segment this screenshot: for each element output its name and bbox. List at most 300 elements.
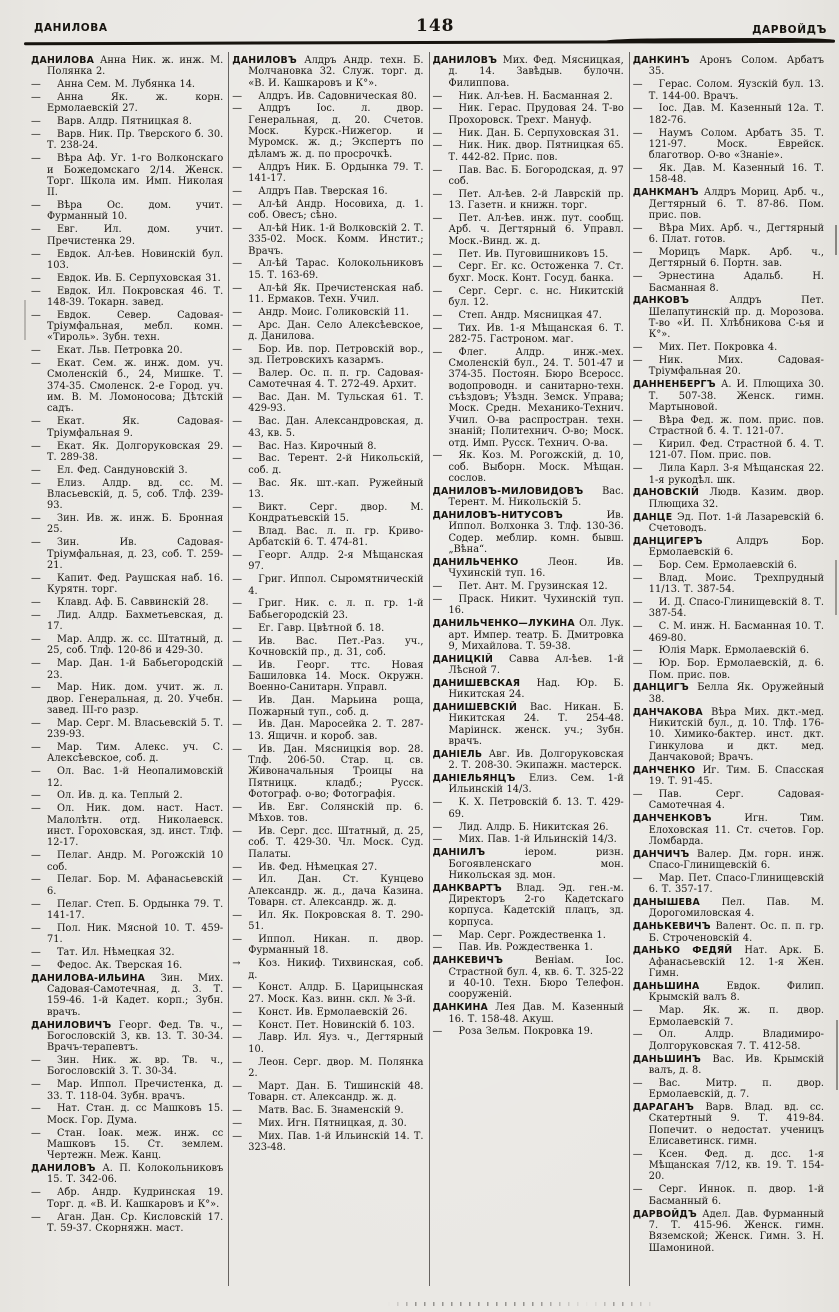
directory-entry: ДАНЧИЧЪ Валер. Дм. горн. инж. Спасо-Глинищевскій 6.: [632, 848, 824, 872]
ditto-dash: —: [232, 222, 243, 234]
directory-entry: — Конст. Пет. Новинскій б. 103.: [232, 1019, 415, 1031]
ditto-dash: —: [232, 574, 243, 586]
directory-entry: — Федос. Ак. Тверская 16.: [31, 959, 183, 971]
ditto-dash: —: [632, 79, 643, 91]
directory-entry: ДАНЧЕНКОВЪ Игн. Тим. Елоховская 11. Ст. счетов. Гор. Ломбарда.: [632, 813, 824, 847]
directory-entry: — Мар. Серг. М. Власьевскій 5. Т. 239-93.: [31, 717, 224, 741]
directory-entry: — Евдок. Ил. Покровская 46. Т. 148-39. Токарн. завед.: [31, 285, 224, 308]
ditto-dash: —: [31, 803, 41, 815]
ditto-dash: —: [632, 342, 643, 354]
directory-entry: — Мар. Як. ж. п. двор. Ермолаевскій 7.: [632, 1005, 824, 1028]
ditto-dash: —: [632, 788, 643, 800]
ditto-dash: —: [632, 439, 643, 450]
ditto-dash: —: [31, 682, 41, 694]
surname: ДАННЕНБЕРГЪ: [632, 379, 722, 391]
directory-entry: — Март. Дан. Б. Тишинскій 48. Товарн. ст. Александр. ж. д.: [232, 1080, 424, 1104]
ditto-dash: —: [31, 742, 41, 754]
ditto-dash: —: [632, 414, 643, 426]
directory-entry: — Мих. Пет. Покровка 4.: [632, 342, 778, 354]
directory-entry: ДАНЦИГЕРЪ Алдръ Бор. Ермолаевскій 6.: [632, 535, 824, 559]
directory-entry: — Ол. Алдр. Владимиро-Долгоруковская 7. Т. 412-58.: [632, 1029, 824, 1052]
surname: ДАНЬШИНЪ: [632, 1053, 713, 1065]
ditto-dash: —: [232, 367, 243, 379]
directory-entry: — Евдок. Ал-ѣев. Новинскій бул. 103.: [31, 248, 224, 271]
surname: ДАНЦИГЪ: [632, 682, 698, 694]
directory-entry: — Флег. Алдр. инж.-мех. Смоленскій бул., 24. Т. 501-47 и 374-35. Постоян. Бюро Всеросс. водопроводн. и санитарно-техн. съѣздовъ; Уѣздн. Земск. Управа; Моск. Средн. Механико-Технич. Учил. О-ва распростран. техн. знаній; Политехнич. О-во; Моск. отд. Имп. Русск. Технич. О-ва.: [432, 346, 624, 449]
directory-entry: — Кирил. Фед. Страстной б. 4. Т. 121-07. Пом. прис. пов.: [632, 439, 824, 462]
ditto-dash: —: [31, 850, 41, 862]
directory-entry: ДАНИШЕВСКІЙ Вас. Никан. Б. Никитская 24. Т. 254-48. Маріинск. женск. уч.; Зубн. врачъ.: [432, 702, 624, 748]
directory-entry: — Лавр. Ил. Яуз. ч., Дегтярный 10.: [232, 1032, 424, 1055]
scan-edge-mark: [835, 560, 837, 615]
page-number: 148: [416, 16, 455, 36]
ditto-dash: —: [232, 392, 243, 404]
directory-entry: — Ел. Фед. Сандуновскій 3.: [31, 464, 188, 476]
ditto-dash: —: [432, 821, 443, 833]
directory-entry: — Аган. Дан. Ср. Кисловскій 17. Т. 59-37. Скорняжн. маст.: [31, 1211, 224, 1234]
directory-entry: ДАНКОВЪ Алдръ Пет. Шелапутинскій пр. д. Морозова. Т-во «И. П. Хлѣбникова С-ья и К°».: [632, 295, 825, 341]
directory-entry: — Евдок. Ив. Б. Серпуховская 31.: [31, 272, 221, 284]
directory-entry: — Ник. Ник. двор. Пятницкая 65. Т. 442-82. Прис. пов.: [432, 140, 624, 163]
scan-edge-mark: [836, 1020, 838, 1090]
directory-entry: — Влад. Вас. л. п. гр. Криво-Арбатскій 6. Т. 474-81.: [232, 525, 424, 549]
directory-entry: ДАНЦЕ Эд. Пот. 1-й Лазаревскій 6. Счетоводъ.: [632, 511, 824, 534]
ditto-dash: —: [31, 537, 41, 549]
ditto-dash: —: [632, 1184, 643, 1196]
ditto-dash: —: [632, 658, 643, 670]
directory-entry: — Алдръ. Ив. Садовническая 80.: [232, 90, 417, 102]
scan-noise: [388, 1302, 658, 1306]
ditto-dash: —: [232, 453, 243, 465]
directory-entry: — Зин. Ник. ж. вр. Тв. ч., Богословскій 3. Т. 30-34.: [31, 1055, 224, 1078]
ditto-dash: —: [632, 222, 643, 234]
ditto-dash: —: [432, 127, 443, 139]
ditto-dash: —: [432, 1026, 443, 1038]
ditto-dash: —: [31, 477, 41, 489]
directory-entry: — Вас. Терент. 2-й Никольскій, соб. д.: [232, 453, 424, 476]
directory-entry: — Пелаг. Бор. М. Афанасьевскій 6.: [31, 874, 224, 897]
directory-entry: — Лид. Алдр. Бахметьевская, д. 17.: [31, 609, 224, 633]
handwritten-arrow-mark: →: [232, 958, 241, 970]
ditto-dash: —: [232, 719, 243, 731]
directory-entry: — Пет. Ал-ѣев. 2-й Лаврскій пр. 13. Газетн. и книжн. торг.: [432, 188, 624, 212]
surname: ДАНЬКО ФЕДЯЙ: [632, 945, 745, 957]
directory-entry: ДАНИЛОВЪ-МИЛОВИДОВЪ Вас. Терент. М. Никольскій 5.: [432, 485, 624, 509]
surname: ДАНИЛОВЪ: [31, 1163, 103, 1175]
directory-entry: — Алдръ Ник. Б. Ордынка 79. Т. 141-17.: [232, 161, 424, 184]
directory-entry: — Лила Карл. 3-я Мѣщанская 22. 1-я рукодѣл. шк.: [632, 463, 824, 486]
directory-entry: — Ол. Ив. д. ка. Теплый 2.: [31, 790, 183, 802]
ditto-dash: —: [232, 1056, 243, 1068]
ditto-dash: —: [432, 834, 443, 846]
directory-entry: — Вас. Як. шт.-кап. Ружейный 13.: [232, 477, 424, 500]
ditto-dash: —: [31, 898, 41, 910]
directory-entry: — Мих. Пав. 1-й Ильинскій 14. Т. 323-48.: [232, 1130, 424, 1153]
ditto-dash: —: [432, 309, 443, 321]
ditto-dash: —: [632, 872, 643, 884]
directory-entry: — Нат. Стан. д. сс Машковъ 15. Моск. Гор. Дума.: [31, 1103, 224, 1126]
directory-entry: — Пав. Серг. Садовая-Самотечная 4.: [632, 788, 824, 812]
ditto-dash: —: [31, 358, 41, 370]
surname: ДАРВОЙДЪ: [632, 1208, 703, 1220]
directory-entry: — Вас. Митр. п. двор. Ермолаевскій, д. 7.: [632, 1077, 824, 1101]
directory-entry: ДАНИЛЬЧЕНКО Леон. Ив. Чухинскій туп. 16.: [432, 556, 624, 580]
surname: ДАНИШЕВСКАЯ: [432, 677, 537, 689]
ditto-dash: —: [232, 477, 243, 489]
directory-entry: — Варв. Алдр. Пятницкая 8.: [31, 116, 192, 128]
ditto-dash: —: [31, 766, 41, 778]
directory-entry: ДАНКИНЪ Аронъ Солом. Арбатъ 35.: [632, 55, 824, 78]
directory-entry: — Мих. Игн. Пятницкая, д. 30.: [232, 1117, 407, 1129]
ditto-dash: —: [232, 659, 243, 671]
ditto-dash: —: [432, 212, 443, 224]
directory-entry: — Валер. Ос. п. п. гр. Садовая-Самотечная 4. Т. 272-49. Архит.: [232, 367, 424, 391]
directory-entry: — Ал-ѣй Тарас. Колокольниковъ 15. Т. 163-69.: [232, 258, 424, 281]
surname: ДАНИЛОВЪ-НИТУСОВЪ: [432, 510, 607, 522]
directory-entry: — Мар. Алдр. ж. сс. Штатный, д. 25, соб. Тлф. 120-86 и 429-30.: [31, 634, 224, 657]
surname: ДАНКМАНЪ: [632, 187, 704, 199]
surname: ДАНИЛОВЪ: [232, 55, 305, 66]
surname: ДАНИШЕВСКІЙ: [432, 702, 530, 714]
surname: ДАНКИНЪ: [632, 55, 700, 66]
surname: ДАНИЛОВЪ-МИЛОВИДОВЪ: [432, 485, 603, 497]
surname: ДАНОВСКІЙ: [632, 487, 710, 499]
surname: ДАНЧАКОВА: [632, 706, 712, 718]
surname: ДАНИЛОВА-ИЛЬИНА: [31, 972, 161, 984]
directory-entry: — Ив. Фед. Нѣмецкая 27.: [232, 861, 378, 873]
directory-entry: ДАНОВСКІЙ Людв. Казим. двор. Плющиха 32.: [632, 487, 824, 510]
directory-entry: — Григ. Иппол. Сыромятническій 4.: [232, 574, 424, 597]
directory-entry: ДАНЬШИНЪ Вас. Ив. Крымскій валъ, д. 8.: [632, 1053, 824, 1076]
ditto-dash: —: [232, 103, 243, 115]
ditto-dash: —: [31, 1127, 41, 1139]
header-rule: [24, 40, 835, 46]
surname: ДАНКОВЪ: [632, 295, 730, 307]
ditto-dash: —: [31, 129, 41, 141]
directory-entry: — Мар. Иппол. Пречистенка, д. 33. Т. 118-04. Зубн. врачъ.: [31, 1079, 224, 1102]
surname: ДАНИЛОВА: [31, 55, 100, 66]
ditto-dash: —: [31, 200, 41, 212]
ditto-dash: —: [31, 874, 41, 886]
ditto-dash: —: [232, 161, 243, 173]
directory-entry: — Герас. Солом. Яузскій бул. 13. Т. 144-00. Врачъ.: [632, 79, 824, 102]
ditto-dash: —: [232, 598, 243, 610]
page-header: [30, 16, 829, 40]
ditto-dash: —: [31, 79, 41, 91]
directory-entry: — Ал-ѣй Ник. 1-й Волковскій 2. Т. 335-02. Моск. Комм. Инстит.; Врачъ.: [232, 222, 424, 257]
ditto-dash: —: [232, 440, 243, 452]
directory-entry: — Анна Як. ж. корн. Ермолаевскій 27.: [31, 92, 224, 115]
ditto-dash: —: [31, 717, 41, 729]
directory-entry: ДАНИЛОВА Анна Ник. ж. инж. М. Полянка 2.: [31, 55, 224, 78]
directory-entry: — Екат. Льв. Петровка 20.: [31, 345, 183, 357]
directory-entry: — Екат. Як. Садовая-Тріумфальная 9.: [31, 416, 224, 439]
ditto-dash: —: [432, 261, 443, 273]
ditto-dash: —: [632, 1148, 643, 1160]
directory-column: [629, 52, 829, 1286]
directory-entry: — Серг. Ег. кс. Остоженка 7. Ст. бухг. Моск. Конт. Госуд. банка.: [432, 261, 624, 284]
surname: ДАНИЛОВЪ: [432, 55, 503, 66]
running-head-right: ДАРВОЙДЪ: [752, 24, 827, 36]
ditto-dash: —: [31, 596, 41, 608]
directory-entry: — Григ. Ник. с. л. п. гр. 1-й Бабьегородскій 23.: [232, 598, 424, 621]
scan-edge-mark: [835, 225, 837, 255]
ditto-dash: —: [432, 942, 443, 954]
directory-entry: ДАНЦИГЪ Белла Як. Оружейный 38.: [632, 682, 824, 705]
surname: ДАНИЛЬЧЕНКО—ЛУКИНА: [432, 618, 580, 630]
directory-entry: — Вас. Дан. М. Тульская 61. Т. 429-93.: [232, 392, 424, 415]
directory-entry: — Пелаг. Степ. Б. Ордынка 79. Т. 141-17.: [31, 898, 224, 921]
ditto-dash: —: [232, 1104, 243, 1116]
ditto-dash: —: [31, 572, 41, 584]
directory-entry: ДАНКЕВИЧЪ Веніам. Іос. Страстной бул. 4, кв. 6. Т. 325-22 и 40-10. Техн. Бюро Телефон. сооруженій.: [432, 955, 624, 1001]
directory-entry: ДАНЫШЕВА Пел. Пав. М. Дорогомиловская 4.: [632, 897, 824, 920]
ditto-dash: —: [31, 609, 41, 621]
directory-entry: — Ол. Ник. дом. наст. Наст. Малолѣтн. отд. Николаевск. инст. Гороховская, зд. инст. Тлф. 12-17.: [31, 803, 224, 849]
directory-entry: — Иппол. Никан. п. двор. Фурманный 18.: [232, 934, 424, 957]
directory-entry: — Пол. Ник. Мясной 10. Т. 459-71.: [31, 922, 224, 946]
directory-entry: — Тих. Ив. 1-я Мѣщанская 6. Т. 282-75. Гастроном. маг.: [432, 322, 624, 345]
directory-entry: — Ив. Серг. дсс. Штатный, д. 25, соб. Т. 429-30. Чл. Моск. Суд. Палаты.: [232, 826, 424, 860]
ditto-dash: —: [31, 440, 41, 452]
surname: ДАНІЕЛЬ: [432, 748, 489, 760]
ditto-dash: —: [432, 929, 443, 941]
directory-entry: ДАНИЛЬЧЕНКО—ЛУКИНА Ол. Лук. арт. Импер. театр. Б. Дмитровка 9, Михайлова. Т. 59-38.: [432, 618, 624, 652]
ditto-dash: —: [432, 346, 443, 358]
surname: ДАНЧЕНКОВЪ: [632, 813, 745, 825]
directory-entry: — Конст. Алдр. Б. Царицынская 27. Моск. Каз. винн. скл. № 3-й.: [232, 982, 424, 1005]
directory-entry: ДАНИЛОВЪ Мих. Фед. Мясницкая, д. 14. Завѣдыв. булочн. Филиппова.: [432, 55, 624, 89]
directory-entry: ДАНИЛОВЪ А. П. Колокольниковъ 15. Т. 342-06.: [31, 1163, 224, 1186]
directory-entry: — Ил. Дан. Ст. Кунцево Александр. ж. д., дача Казина. Товарн. ст. Александр. ж. д.: [232, 874, 424, 909]
directory-entry: ДАРАГАНЪ Варв. Влад. вд. сс. Скатертный 9. Т. 419-84. Попечит. о недостат. ученицъ Елисаветинск. гимн.: [632, 1101, 824, 1147]
directory-entry: — Мар. Ник. дом. учит. ж. л. двор. Генеральная, д. 20. Учебн. завед. III-го разр.: [31, 682, 224, 717]
ditto-dash: —: [232, 416, 243, 428]
ditto-dash: —: [232, 1130, 243, 1142]
directory-entry: — Елиз. Алдр. вд. сс. М. Власьевскій, д. 5, соб. Тлф. 239-93.: [31, 477, 224, 512]
directory-entry: — Ник. Ал-ѣев. Н. Басманная 2.: [432, 90, 613, 102]
directory-entry: → Коз. Никиф. Тихвинская, соб. д.: [232, 958, 424, 981]
surname: ДАНЦЕ: [632, 511, 678, 523]
directory-entry: — Пет. Ив. Пуговишниковъ 15.: [432, 248, 609, 260]
directory-entry: — Капит. Фед. Раушская наб. 16. Курятн. торг.: [31, 572, 224, 596]
ditto-dash: —: [31, 1079, 41, 1091]
directory-entry: — Влад. Моис. Трехпрудный 11/13. Т. 387-54.: [632, 572, 824, 596]
directory-entry: — Як. Коз. М. Рогожскій, д. 10, соб. Выборн. Моск. Мѣщан. сослов.: [432, 450, 624, 485]
ditto-dash: —: [232, 501, 243, 513]
directory-entry: — Ив. Вас. Пет.-Раз. уч., Кочновскій пр., д. 31, соб.: [232, 635, 424, 658]
directory-entry: — Ил. Як. Покровская 8. Т. 290-51.: [232, 909, 424, 933]
ditto-dash: —: [31, 272, 41, 284]
directory-entry: — Варв. Ник. Пр. Тверского б. 30. Т. 238-24.: [31, 129, 224, 152]
directory-entry: — Екат. Як. Долгоруковская 29. Т. 289-38.: [31, 440, 224, 463]
directory-entry: ДАНИЦКІЙ Савва Ал-ѣев. 1-й Лѣсной 7.: [432, 653, 624, 677]
directory-entry: ДАНЬШИНА Евдок. Филип. Крымскій валъ 8.: [632, 980, 824, 1004]
directory-entry: — Серг. Иннок. п. двор. 1-й Басманный 6.: [632, 1184, 824, 1207]
directory-entry: ДАНКМАНЪ Алдръ Мориц. Арб. ч., Дегтярный 6. Т. 87-86. Пом. прис. пов.: [632, 187, 824, 221]
directory-entry: ДАНЧАКОВА Вѣра Мих. дкт.-мед. Никитскій бул., д. 10. Тлф. 176-10. Химико-бактер. инст. дкт. Гинкулова и дкт. мед. Данчаковой; Врачъ.: [632, 706, 824, 763]
directory-entry: — Ник. Дан. Б. Серпуховская 31.: [432, 127, 620, 139]
directory-entry: — Ол. Вас. 1-й Неопалимовскій 12.: [31, 766, 224, 789]
ditto-dash: —: [632, 463, 643, 475]
directory-entry: ДАНИЛОВЪ Алдръ Андр. техн. Б. Молчановка 32. Служ. торг. д. «В. И. Кашкаровъ и К°».: [232, 55, 424, 89]
directory-column: [28, 52, 228, 1286]
ditto-dash: —: [31, 116, 41, 128]
ditto-dash: —: [232, 801, 243, 813]
ditto-dash: —: [232, 695, 243, 707]
surname: ДАНІИЛЪ: [432, 847, 525, 859]
ditto-dash: —: [31, 345, 41, 357]
directory-column: [228, 52, 428, 1286]
ditto-dash: —: [31, 922, 41, 934]
ditto-dash: —: [31, 658, 41, 670]
ditto-dash: —: [31, 309, 41, 321]
directory-column: [429, 52, 629, 1286]
ditto-dash: —: [432, 450, 443, 462]
ditto-dash: —: [232, 826, 243, 837]
directory-entry: ДАНІИЛЪ іером. ризн. Богоявленскаго мон. Никольская зд. мон.: [432, 847, 624, 881]
surname: ДАНЬКЕВИЧЪ: [632, 921, 716, 933]
ditto-dash: —: [31, 464, 41, 476]
directory-entry: ДАНИЛОВА-ИЛЬИНА Зин. Мих. Садовая-Самотечная, д. 3. Т. 159-46. 1-й Кадет. корп.; Зубн. врачъ.: [31, 972, 224, 1018]
directory-entry: — Мих. Пав. 1-й Ильинскій 14/3.: [432, 834, 617, 846]
ditto-dash: —: [632, 247, 643, 258]
ditto-dash: —: [232, 258, 243, 270]
directory-entry: — С. М. инж. Н. Басманная 10. Т. 469-80.: [632, 621, 824, 644]
surname: ДАНИЛЬЧЕНКО: [432, 556, 548, 568]
surname: ДАНИЛОВИЧЪ: [31, 1019, 119, 1031]
ditto-dash: —: [232, 550, 243, 562]
directory-entry: — Алдръ Пав. Тверская 16.: [232, 185, 388, 197]
directory-entry: — Ал-ѣй Як. Пречистенская наб. 11. Ермаков. Техн. Учил.: [232, 282, 424, 305]
directory-entry: — И. Д. Спасо-Глинищевскій 8. Т. 387-54.: [632, 596, 824, 620]
ditto-dash: —: [632, 572, 643, 584]
directory-entry: — Алдръ Іос. л. двор. Генеральная, д. 20. Счетов. Моск. Курск.-Нижегор. и Муромск. ж. д.; Экспертъ по дѣламъ ж. д. по просрочкѣ.: [232, 103, 424, 160]
directory-entry: — Вѣра Мих. Арб. ч., Дегтярный 6. Плат. готов.: [632, 222, 824, 246]
directory-entry: — Екат. Сем. ж. инж. дом. уч. Смоленскій б., 24, Мишке. Т. 374-35. Смоленск. 2-е Город. уч. им. В. М. Ломоносова; Дѣтскій садъ.: [31, 358, 224, 415]
ditto-dash: —: [432, 285, 443, 297]
directory-entry: ДАНКВАРТЪ Влад. Эд. ген.-м. Директоръ 2-го Кадетскаго корпуса. Кадетскій плацъ, зд. корпуса.: [432, 882, 624, 928]
ditto-dash: —: [232, 743, 243, 755]
directory-entry: — Як. Дав. М. Казенный 16. Т. 158-48.: [632, 163, 824, 186]
directory-entry: — Зин. Ив. Садовая-Тріумфальная, д. 23, соб. Т. 259-21.: [31, 537, 224, 571]
directory-entry: ДАНІЕЛЬ Авг. Ив. Долгоруковская 2. Т. 208-30. Экипажн. мастерск.: [432, 748, 624, 772]
directory-entry: — Евдок. Север. Садовая-Тріумфальная, мебл. комн. «Тироль». Зубн. техн.: [31, 309, 224, 344]
ditto-dash: —: [432, 188, 443, 200]
directory-entry: — Вѣра Ос. дом. учит. Фурманный 10.: [31, 200, 224, 223]
directory-entry: ДАРВОЙДЪ Адел. Дав. Фурманный 7. Т. 415-96. Женск. гимн. Вяземской; Женск. Гимн. З. Н. Шамониной.: [632, 1208, 824, 1254]
directory-entry: ДАНЬКО ФЕДЯЙ Нат. Арк. Б. Афанасьевскій 12. 1-я Жен. Гимн.: [632, 945, 824, 980]
directory-entry: — Пав. Вас. Б. Богородская, д. 97 соб.: [432, 164, 624, 187]
ditto-dash: —: [31, 959, 41, 971]
directory-entry: — Ег. Гавр. Цвѣтной б. 18.: [232, 622, 385, 634]
directory-entry: — Мар. Тим. Алекс. уч. С. Алексѣевское, соб. д.: [31, 742, 224, 765]
directory-entry: — Ив. Дан. Мясницкія вор. 28. Тлф. 206-50. Стар. ц. св. Живоначальныя Троицы на Пятницк. кладб.; Русск. Фотограф. о-во; Фотографія.: [232, 743, 424, 800]
directory-entry: ДАНІЕЛЬЯНЦЪ Елиз. Сем. 1-й Ильинскій 14/3.: [432, 773, 624, 796]
directory-entry: — Пав. Ив. Рождественка 1.: [432, 942, 593, 954]
directory-entry: ДАНЬКЕВИЧЪ Валент. Ос. п. п. гр. Б. Строченовскій 4.: [632, 921, 824, 944]
directory-entry: — Леон. Серг. двор. М. Полянка 2.: [232, 1056, 424, 1079]
surname: ДАНЦИГЕРЪ: [632, 535, 737, 547]
surname: ДАНКВАРТЪ: [432, 882, 517, 894]
ditto-dash: —: [632, 1029, 643, 1041]
directory-entry: — Лид. Алдр. Б. Никитская 26.: [432, 821, 609, 833]
running-head-left: ДАНИЛОВА: [34, 22, 108, 34]
ditto-dash: —: [232, 198, 243, 210]
ditto-dash: —: [31, 1211, 41, 1223]
ditto-dash: —: [232, 1117, 243, 1129]
directory-entry: — Конст. Ив. Ермолаевскій 26.: [232, 1006, 408, 1018]
ditto-dash: —: [232, 525, 243, 537]
directory-entry: — Ив. Дан. Маросейка 2. Т. 287-13. Ящичн. и короб. зав.: [232, 719, 424, 742]
surname: ДАНИЦКІЙ: [432, 653, 510, 665]
directory-entry: — Бор. Ив. пор. Петровскій вор., зд. Петровскихъ казармъ.: [232, 343, 424, 367]
surname: ДАНКИНА: [432, 1002, 496, 1014]
directory-entry: — Эрнестина Адальб. Н. Басманная 8.: [632, 271, 824, 294]
directory-entry: ДАНЧЕНКО Иг. Тим. Б. Спасская 19. Т. 91-45.: [632, 764, 824, 788]
ditto-dash: —: [232, 306, 243, 318]
directory-entry: — Роза Зельм. Покровка 19.: [432, 1026, 594, 1038]
columns-container: [28, 52, 829, 1286]
directory-entry: — К. Х. Петровскій б. 13. Т. 429-69.: [432, 797, 624, 820]
ditto-dash: —: [432, 248, 443, 260]
ditto-dash: —: [31, 248, 41, 260]
surname: ДАНЬШИНА: [632, 980, 727, 992]
directory-entry: — Матв. Вас. Б. Знаменскій 9.: [232, 1104, 404, 1116]
ditto-dash: —: [432, 593, 443, 605]
directory-entry: — Праск. Никит. Чухинскій туп. 16.: [432, 593, 624, 617]
directory-entry: ДАНКИНА Лея Дав. М. Казенный 16. Т. 158-48. Акуш.: [432, 1002, 624, 1025]
ditto-dash: —: [31, 946, 41, 958]
ditto-dash: —: [232, 635, 243, 647]
directory-entry: ДАННЕНБЕРГЪ А. И. Плющиха 30. Т. 507-38. Женск. гимн. Мартыновой.: [632, 379, 824, 413]
directory-entry: — Іос. Дав. М. Казенный 12а. Т. 182-76.: [632, 103, 824, 126]
directory-entry: — Зин. Ив. ж. инж. Б. Бронная 25.: [31, 513, 224, 536]
directory-entry: — Вѣра Фед. ж. пом. прис. пов. Страстной б. 4. Т. 121-07.: [632, 414, 824, 438]
ditto-dash: —: [632, 559, 643, 571]
directory-entry: — Ксен. Фед. д. дсс. 1-я Мѣщанская 7/12, кв. 19. Т. 154-20.: [632, 1148, 824, 1183]
directory-entry: — Пелаг. Андр. М. Рогожскій 10 соб.: [31, 850, 224, 873]
directory-entry: — Тат. Ил. Нѣмецкая 32.: [31, 946, 175, 958]
ditto-dash: —: [632, 1077, 643, 1089]
directory-entry: — Степ. Андр. Мясницкая 47.: [432, 309, 602, 321]
ditto-dash: —: [232, 319, 243, 331]
directory-entry: — Вас. Наз. Кирочный 8.: [232, 440, 377, 452]
directory-entry: — Мар. Пет. Спасо-Глинищевскій 6. Т. 357-17.: [632, 872, 824, 896]
ditto-dash: —: [232, 861, 243, 873]
directory-entry: — Бор. Сем. Ермолаевскій 6.: [632, 559, 798, 571]
ditto-dash: —: [31, 1055, 41, 1067]
ditto-dash: —: [432, 581, 443, 593]
directory-entry: ДАНИЛОВЪ-НИТУСОВЪ Ив. Иппол. Волхонка 3. Тлф. 130-36. Содер. меблир. комн. бывш. „Вѣна“.: [432, 510, 624, 556]
surname: ДАРАГАНЪ: [632, 1101, 706, 1113]
directory-entry: — Ник. Герас. Прудовая 24. Т-во Прохоровск. Трехг. Мануф.: [432, 103, 624, 126]
directory-entry: — Абр. Андр. Кудринская 19. Торг. д. «В. И. Кашкаровъ и К°».: [31, 1187, 224, 1210]
ditto-dash: —: [432, 797, 443, 809]
directory-entry: — Ник. Мих. Садовая-Тріумфальная 20.: [632, 355, 824, 378]
ditto-dash: —: [632, 127, 643, 139]
ditto-dash: —: [432, 322, 443, 334]
directory-entry: — Ив. Георг. ттс. Новая Башиловка 14. Моск. Окружн. Военно-Санитарн. Управл.: [232, 659, 424, 694]
ditto-dash: —: [232, 282, 243, 294]
ditto-dash: —: [31, 224, 41, 236]
ditto-dash: —: [31, 1187, 41, 1199]
directory-entry: — Вѣра Аф. Уг. 1-го Волконскаго и Божедомскаго 2/14. Женск. Торг. Школа им. Имп. Николая II.: [31, 153, 224, 199]
ditto-dash: —: [232, 185, 243, 197]
ditto-dash: —: [232, 1019, 243, 1031]
ditto-dash: —: [632, 271, 643, 283]
directory-entry: — Ив. Евг. Солянскій пр. 6. Мѣхов. тов.: [232, 801, 424, 825]
